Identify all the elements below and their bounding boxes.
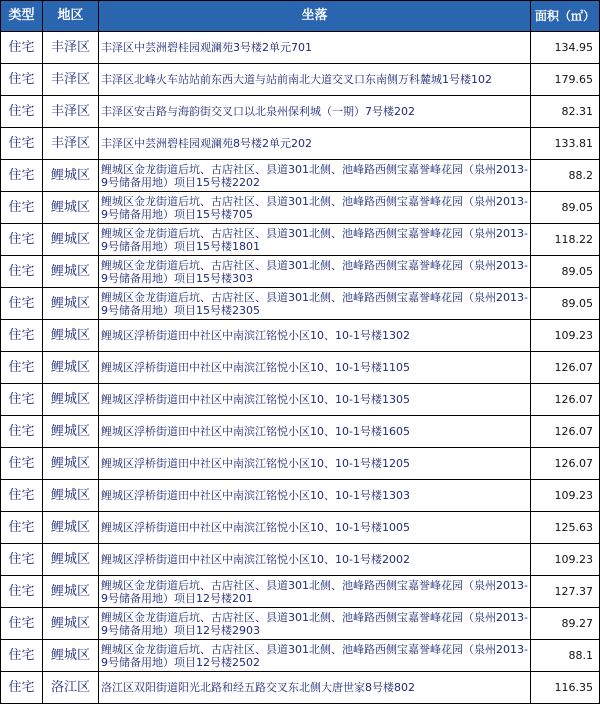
table-row	[1, 64, 600, 96]
row-type: 住宅	[1, 256, 43, 288]
row-size: 89.27	[531, 608, 600, 640]
table-row	[1, 32, 600, 64]
table-row	[1, 288, 600, 320]
row-area: 鲤城区	[43, 160, 99, 192]
row-area: 鲤城区	[43, 608, 99, 640]
table-row	[1, 384, 600, 416]
row-area: 丰泽区	[43, 64, 99, 96]
row-location: 鲤城区金龙街道后坑、古店社区、县道301北侧、池峰路西侧宝嘉誉峰花园（泉州2013-9号储备用地）项目12号楼2502	[99, 640, 531, 672]
row-location: 鲤城区浮桥街道田中社区中南滨江铭悦小区10、10-1号楼1005	[99, 512, 531, 544]
table-row	[1, 608, 600, 640]
row-area: 鲤城区	[43, 320, 99, 352]
row-size: 118.22	[531, 224, 600, 256]
row-size: 89.05	[531, 288, 600, 320]
row-area: 鲤城区	[43, 224, 99, 256]
row-size: 82.31	[531, 96, 600, 128]
row-area: 鲤城区	[43, 576, 99, 608]
row-size: 116.35	[531, 672, 600, 704]
row-location: 鲤城区浮桥街道田中社区中南滨江铭悦小区10、10-1号楼2002	[99, 544, 531, 576]
row-size: 109.23	[531, 544, 600, 576]
row-size: 126.07	[531, 416, 600, 448]
row-type: 住宅	[1, 512, 43, 544]
row-type: 住宅	[1, 288, 43, 320]
table-row	[1, 320, 600, 352]
row-size: 134.95	[531, 32, 600, 64]
table-row	[1, 576, 600, 608]
header-size: 面积（㎡）	[531, 1, 600, 32]
table-row	[1, 512, 600, 544]
row-size: 126.07	[531, 448, 600, 480]
table-row	[1, 416, 600, 448]
row-type: 住宅	[1, 128, 43, 160]
row-type: 住宅	[1, 224, 43, 256]
row-size: 125.63	[531, 512, 600, 544]
row-area: 鲤城区	[43, 480, 99, 512]
row-type: 住宅	[1, 320, 43, 352]
table-header	[1, 1, 600, 32]
table-row	[1, 192, 600, 224]
row-type: 住宅	[1, 544, 43, 576]
table-row	[1, 448, 600, 480]
row-location: 丰泽区安吉路与海韵街交叉口以北泉州保利城（一期）7号楼202	[99, 96, 531, 128]
row-location: 鲤城区金龙街道后坑、古店社区、县道301北侧、池峰路西侧宝嘉誉峰花园（泉州2013-9号储备用地）项目15号楼2202	[99, 160, 531, 192]
row-type: 住宅	[1, 640, 43, 672]
row-size: 88.2	[531, 160, 600, 192]
table-row	[1, 352, 600, 384]
row-type: 住宅	[1, 32, 43, 64]
header-area: 地区	[43, 1, 99, 32]
row-location: 鲤城区浮桥街道田中社区中南滨江铭悦小区10、10-1号楼1303	[99, 480, 531, 512]
row-location: 鲤城区金龙街道后坑、古店社区、县道301北侧、池峰路西侧宝嘉誉峰花园（泉州2013-9号储备用地）项目15号楼2305	[99, 288, 531, 320]
row-type: 住宅	[1, 416, 43, 448]
row-location: 鲤城区金龙街道后坑、古店社区、县道301北侧、池峰路西侧宝嘉誉峰花园（泉州2013-9号储备用地）项目15号楼1801	[99, 224, 531, 256]
row-type: 住宅	[1, 192, 43, 224]
row-size: 89.05	[531, 256, 600, 288]
row-location: 鲤城区金龙街道后坑、古店社区、县道301北侧、池峰路西侧宝嘉誉峰花园（泉州2013-9号储备用地）项目12号楼201	[99, 576, 531, 608]
row-location: 鲤城区金龙街道后坑、古店社区、县道301北侧、池峰路西侧宝嘉誉峰花园（泉州2013-9号储备用地）项目15号楼705	[99, 192, 531, 224]
row-size: 88.1	[531, 640, 600, 672]
row-area: 洛江区	[43, 672, 99, 704]
row-area: 丰泽区	[43, 32, 99, 64]
row-size: 126.07	[531, 352, 600, 384]
row-location: 鲤城区浮桥街道田中社区中南滨江铭悦小区10、10-1号楼1302	[99, 320, 531, 352]
row-area: 鲤城区	[43, 352, 99, 384]
row-location: 丰泽区中芸洲碧桂园观澜苑3号楼2单元701	[99, 32, 531, 64]
table-row	[1, 96, 600, 128]
table-row	[1, 480, 600, 512]
row-area: 鲤城区	[43, 256, 99, 288]
row-size: 179.65	[531, 64, 600, 96]
row-size: 89.05	[531, 192, 600, 224]
row-size: 126.07	[531, 384, 600, 416]
row-area: 鲤城区	[43, 640, 99, 672]
table-row	[1, 256, 600, 288]
row-size: 127.37	[531, 576, 600, 608]
row-area: 鲤城区	[43, 416, 99, 448]
table-row	[1, 224, 600, 256]
row-location: 鲤城区浮桥街道田中社区中南滨江铭悦小区10、10-1号楼1305	[99, 384, 531, 416]
row-location: 鲤城区金龙街道后坑、古店社区、县道301北侧、池峰路西侧宝嘉誉峰花园（泉州2013-9号储备用地）项目12号楼2903	[99, 608, 531, 640]
row-type: 住宅	[1, 64, 43, 96]
table-row	[1, 672, 600, 704]
row-type: 住宅	[1, 576, 43, 608]
row-area: 鲤城区	[43, 512, 99, 544]
row-type: 住宅	[1, 96, 43, 128]
row-size: 133.81	[531, 128, 600, 160]
row-location: 丰泽区北峰火车站站前东西大道与站前南北大道交叉口东南侧万科麓城1号楼102	[99, 64, 531, 96]
row-location: 丰泽区中芸洲碧桂园观澜苑8号楼2单元202	[99, 128, 531, 160]
row-type: 住宅	[1, 608, 43, 640]
header-location: 坐落	[99, 1, 531, 32]
row-location: 鲤城区金龙街道后坑、古店社区、县道301北侧、池峰路西侧宝嘉誉峰花园（泉州2013-9号储备用地）项目15号楼303	[99, 256, 531, 288]
row-area: 鲤城区	[43, 384, 99, 416]
row-area: 丰泽区	[43, 128, 99, 160]
row-type: 住宅	[1, 448, 43, 480]
row-type: 住宅	[1, 480, 43, 512]
row-area: 丰泽区	[43, 96, 99, 128]
row-size: 109.23	[531, 320, 600, 352]
row-type: 住宅	[1, 160, 43, 192]
row-type: 住宅	[1, 384, 43, 416]
table-body	[1, 32, 600, 704]
table-row	[1, 160, 600, 192]
row-location: 鲤城区浮桥街道田中社区中南滨江铭悦小区10、10-1号楼1605	[99, 416, 531, 448]
table-row	[1, 544, 600, 576]
row-area: 鲤城区	[43, 288, 99, 320]
row-type: 住宅	[1, 352, 43, 384]
header-row	[1, 1, 600, 32]
header-type: 类型	[1, 1, 43, 32]
row-area: 鲤城区	[43, 544, 99, 576]
table-row	[1, 640, 600, 672]
row-type: 住宅	[1, 672, 43, 704]
row-area: 鲤城区	[43, 448, 99, 480]
row-location: 鲤城区浮桥街道田中社区中南滨江铭悦小区10、10-1号楼1105	[99, 352, 531, 384]
row-location: 洛江区双阳街道阳光北路和经五路交叉东北侧大唐世家8号楼802	[99, 672, 531, 704]
row-size: 109.23	[531, 480, 600, 512]
row-location: 鲤城区浮桥街道田中社区中南滨江铭悦小区10、10-1号楼1205	[99, 448, 531, 480]
table-row	[1, 128, 600, 160]
row-area: 鲤城区	[43, 192, 99, 224]
